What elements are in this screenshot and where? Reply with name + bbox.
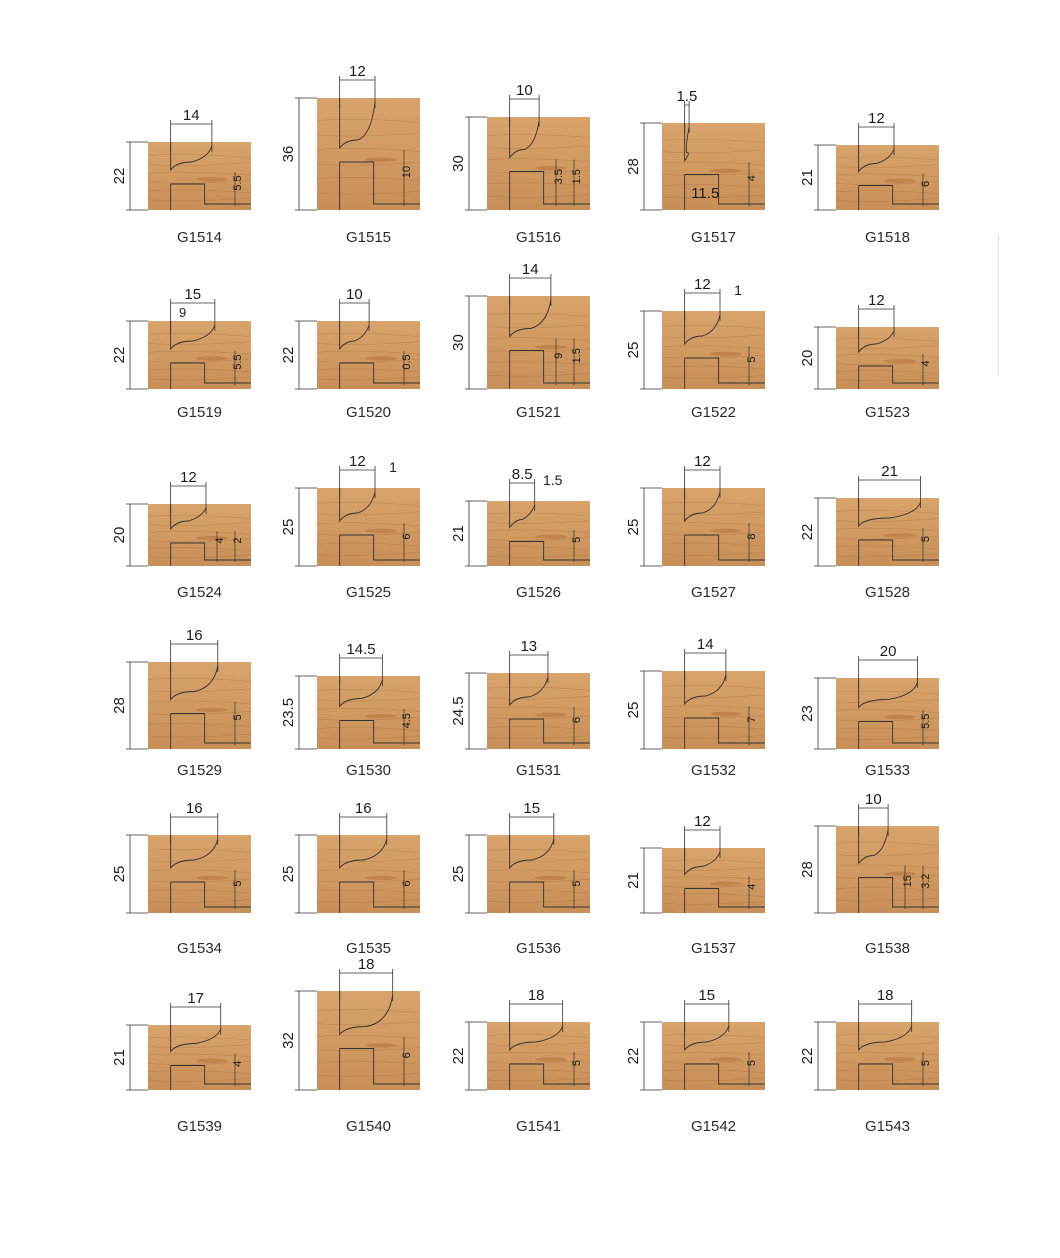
profile-G1527 (625, 453, 765, 566)
profile-G1516 (450, 82, 590, 210)
wood-knot (884, 533, 916, 537)
height-dimension-line (126, 835, 148, 913)
side-dimension-label: 5.5 (232, 175, 244, 191)
wood-block (317, 835, 420, 913)
height-label: 28 (111, 697, 128, 714)
height-label: 25 (625, 341, 642, 359)
side-dimension-label: 5 (571, 536, 583, 543)
top-width-label: 21 (881, 463, 898, 480)
profile-G1538 (799, 791, 939, 913)
offset-label: 1 (734, 282, 742, 298)
wood-block (662, 671, 765, 749)
profile-G1542 (625, 987, 765, 1090)
side-dimension-label: 6 (401, 880, 413, 887)
profile-G1520 (280, 286, 420, 389)
side-dimension-label: 5 (746, 1059, 758, 1067)
height-label: 22 (799, 523, 816, 541)
height-label: 21 (625, 872, 642, 889)
side-dimension-label: 15 (902, 875, 914, 888)
profile-code: G1529 (176, 762, 223, 779)
bottom-dimension-label: 11.5 (691, 185, 720, 202)
profile-code: G1517 (690, 229, 737, 246)
side-dimension-label: 4 (746, 883, 758, 890)
wood-knot (365, 157, 397, 161)
height-label: 24.5 (450, 696, 467, 726)
wood-block (487, 501, 590, 566)
height-label: 36 (280, 145, 297, 163)
side-dimension-label: 10 (401, 165, 413, 179)
top-width-label: 10 (516, 82, 533, 99)
top-width-label: 14 (182, 107, 200, 124)
wood-block (487, 673, 590, 749)
wood-knot (710, 882, 742, 886)
profile-G1526 (450, 466, 590, 566)
height-dimension-line (640, 488, 662, 566)
profile-code: G1523 (864, 404, 911, 421)
wood-knot (365, 714, 397, 718)
height-dimension-line (814, 826, 836, 913)
profile-G1541 (450, 987, 590, 1090)
top-width-label: 12 (693, 276, 711, 293)
wood-block (317, 488, 420, 566)
profile-code: G1516 (515, 229, 562, 246)
profile-G1522 (625, 276, 765, 389)
profile-code: G1535 (345, 940, 392, 957)
profile-G1517 (625, 88, 765, 210)
profile-code: G1524 (176, 584, 223, 601)
height-label: 20 (111, 526, 128, 544)
height-dimension-line (126, 142, 148, 210)
wood-block (317, 676, 420, 749)
height-dimension-line (295, 676, 317, 749)
profile-code: G1514 (176, 229, 223, 246)
height-dimension-line (126, 321, 148, 389)
wood-knot (196, 876, 228, 880)
profile-code: G1539 (176, 1118, 223, 1135)
height-dimension-line (295, 991, 317, 1090)
wood-knot (710, 352, 742, 356)
wood-knot (884, 715, 916, 719)
height-dimension-line (814, 498, 836, 566)
side-dimension-label: 4 (746, 175, 758, 182)
wood-knot (196, 1059, 228, 1063)
side-dimension-label: 1.5 (571, 169, 583, 185)
profile-G1539 (111, 990, 251, 1090)
wood-knot (535, 713, 567, 717)
profile-G1535 (280, 800, 420, 913)
height-dimension-line (814, 678, 836, 749)
wood-knot (365, 356, 397, 360)
height-dimension-line (295, 98, 317, 210)
height-label: 25 (280, 865, 297, 883)
height-dimension-line (465, 1022, 487, 1090)
side-dimension-label: 5 (920, 535, 932, 543)
profile-code: G1528 (864, 584, 911, 601)
profile-code: G1543 (864, 1118, 911, 1135)
height-dimension-line (295, 321, 317, 389)
side-dimension-label: 9 (553, 352, 565, 359)
wood-block (836, 498, 939, 566)
wood-knot (710, 1057, 742, 1061)
wood-knot (884, 1057, 916, 1061)
top-width-label: 10 (346, 286, 363, 303)
top-width-label: 13 (520, 638, 538, 655)
wood-knot (365, 529, 397, 533)
top-width-label: 18 (876, 987, 894, 1004)
height-dimension-line (295, 488, 317, 566)
profile-code: G1522 (690, 404, 737, 421)
page-edge-mark (998, 235, 999, 375)
height-label: 22 (280, 346, 297, 364)
profile-code: G1542 (690, 1118, 737, 1135)
wood-knot (365, 1043, 397, 1047)
profile-code: G1518 (864, 229, 911, 246)
top-width-label: 12 (693, 453, 711, 470)
profile-code: G1540 (345, 1118, 392, 1135)
wood-block (662, 848, 765, 913)
top-width-label: 16 (185, 627, 203, 644)
profile-code: G1533 (864, 762, 911, 779)
side-dimension-label: 4 (214, 537, 226, 544)
profile-code: G1525 (345, 584, 392, 601)
wood-block (662, 1022, 765, 1090)
profile-G1533 (799, 643, 939, 749)
side-dimension-label: 4.5 (401, 713, 413, 729)
profile-G1514 (111, 107, 251, 210)
profile-G1532 (625, 636, 765, 749)
wood-block (148, 835, 251, 913)
wood-block (487, 835, 590, 913)
profile-G1521 (450, 261, 590, 389)
side-dimension-label: 6 (920, 180, 932, 187)
profile-G1524 (111, 469, 251, 566)
top-width-label: 12 (348, 63, 366, 80)
wood-block (836, 826, 939, 913)
height-dimension-line (640, 848, 662, 913)
height-dimension-line (640, 311, 662, 389)
height-label: 23.5 (280, 697, 297, 728)
height-label: 30 (450, 155, 467, 172)
height-dimension-line (126, 1025, 148, 1090)
side-dimension-label: 5 (920, 1059, 932, 1067)
profile-code: G1536 (515, 940, 562, 957)
height-dimension-line (126, 504, 148, 566)
wood-block (662, 311, 765, 389)
profile-code: G1527 (690, 584, 737, 601)
profile-code: G1515 (345, 229, 392, 246)
side-dimension-label: 6 (401, 533, 413, 540)
wood-block (487, 117, 590, 210)
side-dimension-label: 3.5 (553, 169, 565, 185)
wood-knot (884, 359, 916, 363)
wood-block (836, 1022, 939, 1090)
height-label: 22 (111, 346, 128, 364)
height-label: 22 (799, 1047, 816, 1065)
wood-block (662, 488, 765, 566)
height-label: 28 (625, 158, 642, 175)
side-dimension-label: 5 (232, 880, 244, 887)
height-dimension-line (465, 835, 487, 913)
profile-G1523 (799, 292, 939, 389)
height-dimension-line (465, 117, 487, 210)
top-width-label: 12 (179, 469, 197, 486)
height-label: 21 (450, 525, 467, 542)
side-dimension-label: 4 (232, 1060, 244, 1067)
wood-knot (196, 177, 228, 181)
top-width-label: 1.5 (676, 88, 698, 105)
side-dimension-label: 7 (746, 716, 758, 723)
top-width-label: 10 (865, 791, 882, 808)
height-label: 21 (799, 169, 816, 186)
offset-label: 1 (389, 459, 397, 475)
height-label: 25 (111, 865, 128, 883)
height-dimension-line (126, 662, 148, 749)
top-width-label: 8.5 (511, 466, 533, 483)
top-width-label: 12 (348, 453, 366, 470)
top-width-label: 15 (698, 987, 716, 1004)
top-width-label: 18 (357, 956, 375, 973)
profile-G1519 (111, 286, 251, 389)
height-label: 22 (450, 1047, 467, 1065)
height-label: 25 (625, 518, 642, 536)
profile-code: G1526 (515, 584, 562, 601)
side-dimension-label: 2 (232, 537, 244, 544)
height-dimension-line (640, 123, 662, 210)
wood-knot (710, 712, 742, 716)
profile-code: G1534 (176, 940, 223, 957)
profile-G1529 (111, 627, 251, 749)
side-dimension-label: 5.5 (232, 354, 244, 370)
wood-knot (535, 345, 567, 349)
profile-G1543 (799, 987, 939, 1090)
height-dimension-line (465, 673, 487, 749)
side-dimension-label: 5 (232, 714, 244, 721)
profile-G1536 (450, 800, 590, 913)
height-label: 23 (799, 705, 816, 722)
profile-G1518 (799, 110, 939, 210)
profile-G1540 (280, 956, 420, 1090)
height-label: 22 (111, 167, 128, 185)
profile-G1515 (280, 63, 420, 210)
profile-code: G1532 (690, 762, 737, 779)
side-dimension-label: 5.5 (920, 713, 932, 729)
profile-G1534 (111, 800, 251, 913)
profile-G1525 (280, 453, 420, 566)
profile-G1530 (280, 641, 420, 749)
profile-G1531 (450, 638, 590, 749)
height-dimension-line (814, 1022, 836, 1090)
side-dimension-label: 5 (571, 880, 583, 887)
side-dimension-label: 6 (571, 716, 583, 724)
offset-label: 1.5 (542, 472, 563, 488)
wood-knot (365, 876, 397, 880)
top-width-label: 12 (867, 292, 885, 309)
height-dimension-line (640, 1022, 662, 1090)
top-width-label: 20 (879, 643, 897, 660)
wood-knot (196, 356, 228, 360)
profile-G1528 (799, 463, 939, 566)
wood-block (317, 98, 420, 210)
top-width-label: 14 (521, 261, 539, 278)
top-width-label: 15 (523, 800, 541, 817)
wood-knot (535, 876, 567, 880)
height-dimension-line (295, 835, 317, 913)
wood-knot (535, 535, 567, 539)
side-dimension-label: 5 (746, 356, 758, 363)
top-width-label: 17 (187, 990, 205, 1007)
wood-block (836, 327, 939, 389)
wood-block (148, 1025, 251, 1090)
height-label: 28 (799, 861, 816, 878)
height-label: 25 (280, 518, 297, 536)
side-dimension-label: 5 (571, 1059, 583, 1067)
profile-code: G1530 (345, 762, 392, 779)
top-width-label: 12 (867, 110, 885, 127)
side-dimension-label: 3.2 (920, 873, 932, 889)
wood-knot (535, 1057, 567, 1061)
top-width-label: 16 (185, 800, 203, 817)
height-label: 25 (450, 865, 467, 883)
profile-G1537 (625, 813, 765, 913)
side-dimension-label: 1.5 (571, 348, 583, 364)
height-label: 32 (280, 1032, 297, 1049)
profile-code: G1519 (176, 404, 223, 421)
profile-code: G1538 (864, 940, 911, 957)
top-width-label: 18 (527, 987, 545, 1004)
profile-code: G1521 (515, 404, 562, 421)
profile-code: G1520 (345, 404, 392, 421)
wood-block (836, 678, 939, 749)
top-width-label: 14 (696, 636, 714, 653)
wood-knot (710, 529, 742, 533)
height-label: 25 (625, 701, 642, 719)
height-dimension-line (465, 296, 487, 389)
height-dimension-line (814, 145, 836, 210)
height-label: 21 (111, 1049, 128, 1066)
inner-width-label: 9 (179, 305, 187, 320)
wood-block (148, 662, 251, 749)
wood-knot (884, 179, 916, 183)
top-width-label: 14.5 (346, 641, 376, 658)
side-dimension-label: 6 (401, 1052, 413, 1059)
wood-block (487, 1022, 590, 1090)
side-dimension-label: 0.5 (401, 354, 413, 370)
height-label: 20 (799, 349, 816, 367)
height-dimension-line (814, 327, 836, 389)
height-dimension-line (640, 671, 662, 749)
side-dimension-label: 4 (920, 360, 932, 367)
side-dimension-label: 8 (746, 533, 758, 540)
height-dimension-line (465, 501, 487, 566)
profile-code: G1531 (515, 762, 562, 779)
top-width-label: 12 (693, 813, 711, 830)
wood-block (148, 504, 251, 566)
top-width-label: 15 (184, 286, 202, 303)
profile-code: G1537 (690, 940, 737, 957)
height-label: 30 (450, 334, 467, 351)
wood-block (487, 296, 590, 389)
wood-block (836, 145, 939, 210)
profile-code: G1541 (515, 1118, 562, 1135)
height-label: 22 (625, 1047, 642, 1065)
wood-knot (196, 708, 228, 712)
top-width-label: 16 (354, 800, 372, 817)
wood-block (317, 991, 420, 1090)
wood-knot (710, 169, 742, 173)
